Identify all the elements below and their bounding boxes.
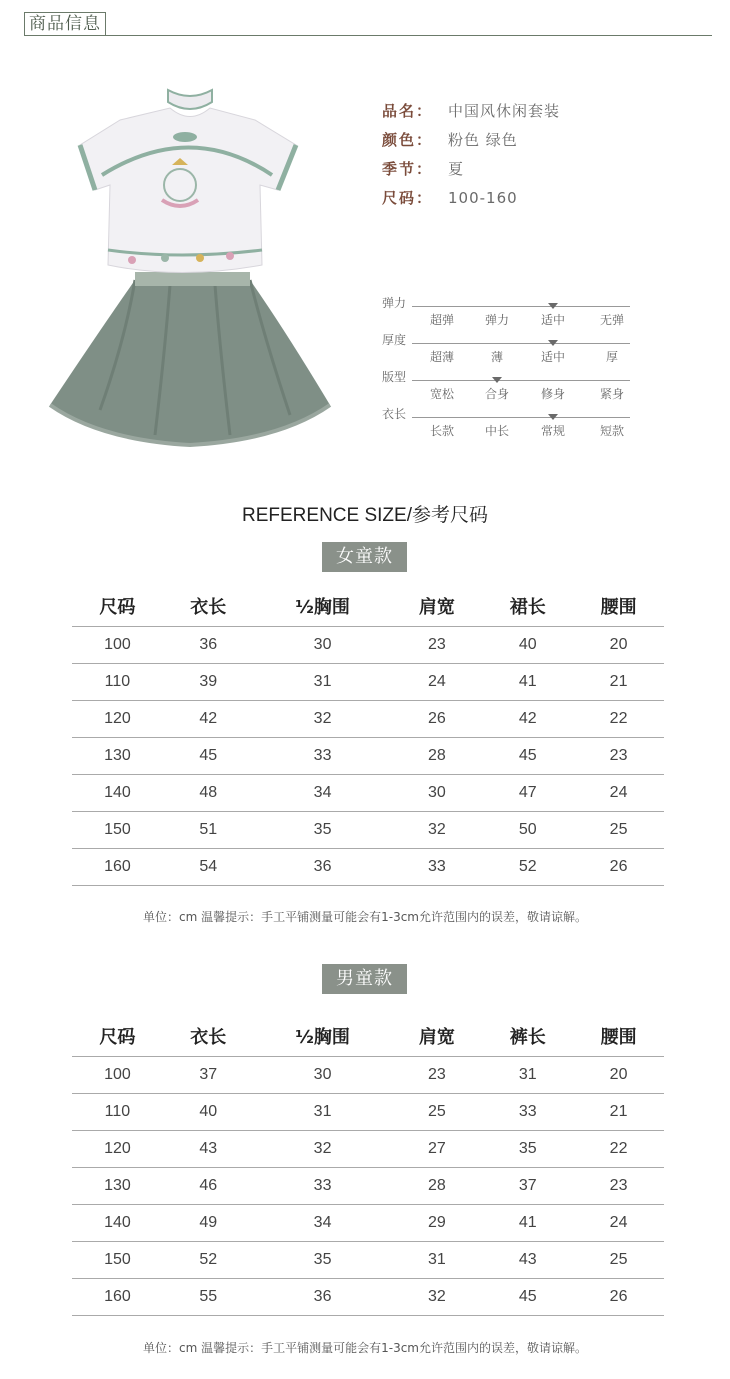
scale-label: 版型 [382,370,407,384]
boys-size-table [72,1016,664,1316]
scale-line [412,306,630,307]
table-cell: 20 [573,1057,664,1094]
info-label: 尺码： [382,189,434,207]
table-cell: 54 [163,849,254,886]
table-cell: 120 [72,701,163,738]
table-cell: 33 [254,738,392,775]
table-cell: 32 [392,1279,483,1316]
table-cell: 20 [573,627,664,664]
column-header: 裤长 [482,1016,573,1057]
table-cell: 37 [482,1168,573,1205]
info-row-season [382,154,560,183]
column-header: 尺码 [72,586,163,627]
table-cell: 26 [392,701,483,738]
column-header: 衣长 [163,1016,254,1057]
table-cell: 160 [72,1279,163,1316]
table-cell: 47 [482,775,573,812]
table-row [72,849,664,886]
girls-size-table [72,586,664,886]
column-header: 腰围 [573,586,664,627]
girls-size-note: 单位：cm 温馨提示：手工平铺测量可能会有1-3cm允许范围内的误差，敬请谅解。 [143,910,587,924]
table-cell: 35 [482,1131,573,1168]
table-row [72,1057,664,1094]
table-cell: 24 [392,664,483,701]
table-cell: 32 [392,812,483,849]
table-cell: 51 [163,812,254,849]
table-row [72,812,664,849]
scale-option: 超弹 [429,313,454,327]
table-row [72,1131,664,1168]
table-cell: 45 [482,1279,573,1316]
table-row [72,775,664,812]
attribute-scales [382,296,642,444]
scale-row-thickness [382,333,642,370]
column-header: ½胸围 [254,586,392,627]
table-cell: 28 [392,1168,483,1205]
product-info [382,96,560,212]
table-cell: 110 [72,664,163,701]
table-cell: 150 [72,812,163,849]
table-cell: 52 [163,1242,254,1279]
table-cell: 34 [254,775,392,812]
scale-row-length [382,407,642,444]
table-header-row [72,1016,664,1057]
info-value: 夏 [448,160,465,178]
table-cell: 27 [392,1131,483,1168]
column-header: 腰围 [573,1016,664,1057]
table-cell: 160 [72,849,163,886]
table-cell: 41 [482,664,573,701]
table-cell: 33 [254,1168,392,1205]
scale-label: 厚度 [382,333,407,347]
table-cell: 22 [573,1131,664,1168]
table-row [72,664,664,701]
table-cell: 100 [72,627,163,664]
table-cell: 26 [573,849,664,886]
table-cell: 28 [392,738,483,775]
table-cell: 130 [72,738,163,775]
table-cell: 25 [392,1094,483,1131]
scale-option: 弹力 [484,313,509,327]
table-cell: 30 [392,775,483,812]
table-cell: 30 [254,627,392,664]
table-cell: 24 [573,775,664,812]
scale-label: 衣长 [382,407,407,421]
info-label: 季节： [382,160,434,178]
table-cell: 26 [573,1279,664,1316]
header-divider [24,35,712,36]
table-cell: 40 [482,627,573,664]
info-value: 中国风休闲套装 [448,102,561,120]
table-cell: 35 [254,812,392,849]
table-cell: 49 [163,1205,254,1242]
table-cell: 31 [392,1242,483,1279]
scale-line [412,417,630,418]
table-cell: 43 [482,1242,573,1279]
scale-marker-icon [548,414,558,420]
scale-line [412,343,630,344]
table-cell: 130 [72,1168,163,1205]
table-cell: 39 [163,664,254,701]
product-image [40,80,340,460]
scale-option: 长款 [429,424,454,438]
table-cell: 35 [254,1242,392,1279]
column-header: 肩宽 [392,586,483,627]
table-cell: 30 [254,1057,392,1094]
table-cell: 37 [163,1057,254,1094]
scale-option: 宽松 [429,387,454,401]
table-header-row [72,586,664,627]
table-cell: 120 [72,1131,163,1168]
table-row [72,627,664,664]
info-row-name [382,96,560,125]
table-cell: 23 [392,627,483,664]
table-cell: 55 [163,1279,254,1316]
table-cell: 25 [573,812,664,849]
table-cell: 23 [573,738,664,775]
table-cell: 40 [163,1094,254,1131]
table-cell: 50 [482,812,573,849]
scale-marker-icon [548,303,558,309]
table-cell: 25 [573,1242,664,1279]
scale-option: 适中 [540,313,565,327]
column-header: 衣长 [163,586,254,627]
table-cell: 41 [482,1205,573,1242]
table-row [72,1168,664,1205]
table-cell: 31 [254,664,392,701]
table-cell: 140 [72,1205,163,1242]
table-cell: 36 [254,849,392,886]
table-cell: 36 [254,1279,392,1316]
table-cell: 34 [254,1205,392,1242]
scale-option: 超薄 [429,350,454,364]
table-row [72,1094,664,1131]
scale-label: 弹力 [382,296,407,310]
info-value: 粉色 绿色 [448,131,518,149]
table-cell: 45 [163,738,254,775]
table-cell: 42 [163,701,254,738]
scale-marker-icon [548,340,558,346]
table-row [72,1279,664,1316]
girls-section-badge: 女童款 [322,542,407,572]
table-cell: 150 [72,1242,163,1279]
table-cell: 24 [573,1205,664,1242]
table-cell: 36 [163,627,254,664]
table-cell: 21 [573,664,664,701]
table-cell: 33 [482,1094,573,1131]
scale-option: 紧身 [599,387,624,401]
scale-option: 修身 [540,387,565,401]
table-row [72,701,664,738]
column-header: 尺码 [72,1016,163,1057]
table-cell: 43 [163,1131,254,1168]
boys-section-badge: 男童款 [322,964,407,994]
scale-option: 常规 [540,424,565,438]
scale-option: 适中 [540,350,565,364]
info-row-size [382,183,560,212]
table-cell: 110 [72,1094,163,1131]
table-cell: 31 [482,1057,573,1094]
scale-option: 无弹 [599,313,624,327]
column-header: 裙长 [482,586,573,627]
reference-size-title: REFERENCE SIZE/参考尺码 [242,505,488,526]
table-row [72,1205,664,1242]
scale-option: 薄 [490,350,503,364]
table-cell: 33 [392,849,483,886]
scale-row-elasticity [382,296,642,333]
scale-marker-icon [492,377,502,383]
table-cell: 23 [573,1168,664,1205]
table-cell: 46 [163,1168,254,1205]
table-cell: 23 [392,1057,483,1094]
table-row [72,1242,664,1279]
info-value: 100-160 [448,188,518,207]
info-label: 品名： [382,102,434,120]
section-header-title: 商品信息 [24,12,106,36]
table-cell: 31 [254,1094,392,1131]
column-header: ½胸围 [254,1016,392,1057]
table-row [72,738,664,775]
table-cell: 21 [573,1094,664,1131]
table-cell: 45 [482,738,573,775]
scale-option: 厚 [605,350,618,364]
table-cell: 140 [72,775,163,812]
scale-option: 短款 [599,424,624,438]
table-cell: 42 [482,701,573,738]
column-header: 肩宽 [392,1016,483,1057]
scale-line [412,380,630,381]
info-label: 颜色： [382,131,434,149]
info-row-color [382,125,560,154]
table-cell: 22 [573,701,664,738]
table-cell: 32 [254,1131,392,1168]
table-cell: 100 [72,1057,163,1094]
table-cell: 32 [254,701,392,738]
table-cell: 29 [392,1205,483,1242]
boys-size-note: 单位：cm 温馨提示：手工平铺测量可能会有1-3cm允许范围内的误差，敬请谅解。 [143,1341,587,1355]
scale-option: 合身 [484,387,509,401]
table-cell: 52 [482,849,573,886]
scale-option: 中长 [484,424,509,438]
table-cell: 48 [163,775,254,812]
scale-row-fit [382,370,642,407]
